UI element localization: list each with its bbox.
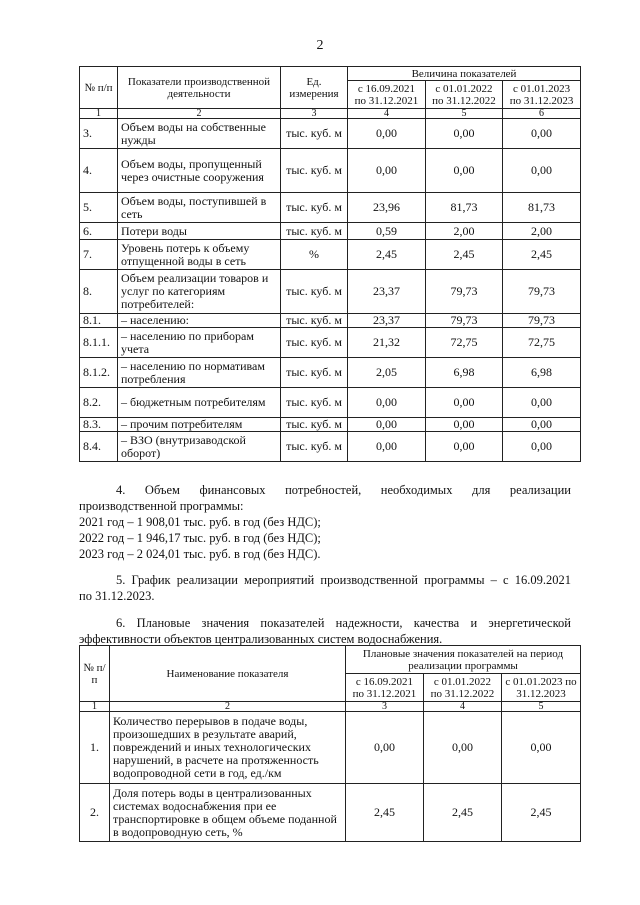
row-value-2021: 0,00 bbox=[348, 149, 426, 193]
row-value-2022: 0,00 bbox=[426, 418, 503, 432]
funding-2022: 2022 год – 1 946,17 тыс. руб. в год (без НДС); bbox=[79, 531, 321, 545]
section-4-heading: 4. Объем финансовых потребностей, необходимых для реализации bbox=[116, 483, 571, 497]
row-indicator-name: Объем воды на собственные нужды bbox=[118, 119, 281, 149]
row-value-2021: 0,59 bbox=[348, 223, 426, 240]
row-unit: тыс. куб. м bbox=[281, 358, 348, 388]
row-value-2023: 0,00 bbox=[503, 418, 581, 432]
row-number: 8.3. bbox=[80, 418, 118, 432]
row-number: 8.1. bbox=[80, 314, 118, 328]
section-5-text: 5. График реализации мероприятий производственной программы – с 16.09.2021 bbox=[116, 573, 571, 587]
header-unit: Ед. измерения bbox=[281, 67, 348, 109]
row-value-2021: 0,00 bbox=[346, 712, 424, 784]
header-period: с 16.09.2021 по 31.12.2021 bbox=[346, 674, 424, 702]
section-4-heading-cont: производственной программы: bbox=[79, 499, 244, 513]
row-indicator-name: Потери воды bbox=[118, 223, 281, 240]
section-5-text-cont: по 31.12.2023. bbox=[79, 589, 155, 603]
table-row bbox=[80, 712, 581, 784]
column-index: 4 bbox=[424, 702, 502, 712]
row-value-2022: 0,00 bbox=[426, 388, 503, 418]
row-number: 4. bbox=[80, 149, 118, 193]
row-value-2023: 79,73 bbox=[503, 314, 581, 328]
row-value-2023: 79,73 bbox=[503, 270, 581, 314]
column-index: 3 bbox=[346, 702, 424, 712]
table-row bbox=[80, 193, 581, 223]
header-period: с 01.01.2023 по 31.12.2023 bbox=[502, 674, 581, 702]
funding-2021: 2021 год – 1 908,01 тыс. руб. в год (без НДС); bbox=[79, 515, 321, 529]
row-value-2022: 0,00 bbox=[426, 149, 503, 193]
row-value-2023: 0,00 bbox=[503, 119, 581, 149]
row-value-2022: 81,73 bbox=[426, 193, 503, 223]
row-value-2022: 79,73 bbox=[426, 314, 503, 328]
row-value-2022: 2,45 bbox=[424, 784, 502, 842]
table-row bbox=[80, 328, 581, 358]
row-unit: тыс. куб. м bbox=[281, 328, 348, 358]
column-index: 5 bbox=[426, 109, 503, 119]
row-value-2022: 0,00 bbox=[424, 712, 502, 784]
row-unit: тыс. куб. м bbox=[281, 388, 348, 418]
header-indicator: Наименование показателя bbox=[110, 646, 346, 702]
row-number: 8. bbox=[80, 270, 118, 314]
row-indicator-name: – населению по приборам учета bbox=[118, 328, 281, 358]
row-indicator-name: Объем воды, пропущенный через очистные сооружения bbox=[118, 149, 281, 193]
row-value-2022: 2,00 bbox=[426, 223, 503, 240]
row-number: 8.4. bbox=[80, 432, 118, 462]
table-row bbox=[80, 418, 581, 432]
row-indicator-name: Объем воды, поступившей в сеть bbox=[118, 193, 281, 223]
row-indicator-name: Уровень потерь к объему отпущенной воды в сеть bbox=[118, 240, 281, 270]
row-value-2021: 23,37 bbox=[348, 270, 426, 314]
reliability-indicators-table bbox=[79, 645, 581, 842]
row-value-2021: 2,45 bbox=[348, 240, 426, 270]
row-value-2021: 0,00 bbox=[348, 119, 426, 149]
row-indicator-name: – ВЗО (внутризаводской оборот) bbox=[118, 432, 281, 462]
row-value-2022: 0,00 bbox=[426, 119, 503, 149]
section-6-heading: 6. Плановые значения показателей надежности, качества и энергетической bbox=[116, 616, 571, 630]
row-value-2021: 21,32 bbox=[348, 328, 426, 358]
table-row bbox=[80, 119, 581, 149]
row-value-2021: 23,37 bbox=[348, 314, 426, 328]
row-value-2023: 6,98 bbox=[503, 358, 581, 388]
row-indicator-name: Объем реализации товаров и услуг по категориям потребителей: bbox=[118, 270, 281, 314]
row-value-2021: 0,00 bbox=[348, 432, 426, 462]
row-unit: тыс. куб. м bbox=[281, 432, 348, 462]
row-indicator-name: Количество перерывов в подаче воды, произошедших в результате аварий, повреждений и иных технологических нарушений, в расчете на протяженность водопроводной сети в год, ед./км bbox=[110, 712, 346, 784]
row-indicator-name: – населению: bbox=[118, 314, 281, 328]
row-indicator-name: – прочим потребителям bbox=[118, 418, 281, 432]
row-number: 8.1.2. bbox=[80, 358, 118, 388]
column-index: 2 bbox=[118, 109, 281, 119]
row-number: 1. bbox=[80, 712, 110, 784]
table-row bbox=[80, 223, 581, 240]
column-index: 2 bbox=[110, 702, 346, 712]
header-period: с 01.01.2023 по 31.12.2023 bbox=[503, 81, 581, 109]
row-value-2023: 2,00 bbox=[503, 223, 581, 240]
header-period: с 16.09.2021 по 31.12.2021 bbox=[348, 81, 426, 109]
table-body bbox=[80, 119, 581, 462]
row-value-2022: 0,00 bbox=[426, 432, 503, 462]
row-value-2023: 0,00 bbox=[502, 712, 581, 784]
table-row bbox=[80, 358, 581, 388]
row-value-2021: 2,45 bbox=[346, 784, 424, 842]
table-body bbox=[80, 712, 581, 842]
row-unit: тыс. куб. м bbox=[281, 418, 348, 432]
row-value-2023: 0,00 bbox=[503, 149, 581, 193]
row-value-2023: 72,75 bbox=[503, 328, 581, 358]
row-indicator-name: – бюджетным потребителям bbox=[118, 388, 281, 418]
funding-2023: 2023 год – 2 024,01 тыс. руб. в год (без НДС). bbox=[79, 547, 321, 561]
row-value-2022: 2,45 bbox=[426, 240, 503, 270]
table-row bbox=[80, 314, 581, 328]
row-value-2023: 2,45 bbox=[502, 784, 581, 842]
header-num: № п/п bbox=[80, 646, 110, 702]
table-row bbox=[80, 432, 581, 462]
row-unit: тыс. куб. м bbox=[281, 270, 348, 314]
row-unit: тыс. куб. м bbox=[281, 119, 348, 149]
column-index: 3 bbox=[281, 109, 348, 119]
row-number: 8.2. bbox=[80, 388, 118, 418]
row-value-2022: 6,98 bbox=[426, 358, 503, 388]
row-value-2021: 2,05 bbox=[348, 358, 426, 388]
table-row bbox=[80, 240, 581, 270]
row-number: 8.1.1. bbox=[80, 328, 118, 358]
header-num: № п/п bbox=[80, 67, 118, 109]
row-number: 6. bbox=[80, 223, 118, 240]
row-value-2021: 0,00 bbox=[348, 418, 426, 432]
header-value-group: Величина показателей bbox=[348, 67, 581, 81]
row-value-2022: 72,75 bbox=[426, 328, 503, 358]
row-number: 3. bbox=[80, 119, 118, 149]
row-unit: % bbox=[281, 240, 348, 270]
row-unit: тыс. куб. м bbox=[281, 314, 348, 328]
row-indicator-name: – населению по нормативам потребления bbox=[118, 358, 281, 388]
header-indicator: Показатели производственной деятельности bbox=[118, 67, 281, 109]
row-value-2023: 0,00 bbox=[503, 388, 581, 418]
row-value-2021: 23,96 bbox=[348, 193, 426, 223]
row-value-2023: 2,45 bbox=[503, 240, 581, 270]
header-value-group: Плановые значения показателей на период реализации программы bbox=[346, 646, 581, 674]
row-unit: тыс. куб. м bbox=[281, 223, 348, 240]
column-index: 1 bbox=[80, 702, 110, 712]
table-row bbox=[80, 270, 581, 314]
section-6-heading-cont: эффективности объектов централизованных систем водоснабжения. bbox=[79, 632, 443, 646]
page-number: 2 bbox=[316, 38, 324, 53]
row-unit: тыс. куб. м bbox=[281, 193, 348, 223]
row-number: 7. bbox=[80, 240, 118, 270]
row-value-2022: 79,73 bbox=[426, 270, 503, 314]
column-index: 6 bbox=[503, 109, 581, 119]
header-period: с 01.01.2022 по 31.12.2022 bbox=[426, 81, 503, 109]
table-row bbox=[80, 149, 581, 193]
row-number: 2. bbox=[80, 784, 110, 842]
row-number: 5. bbox=[80, 193, 118, 223]
table-row bbox=[80, 784, 581, 842]
column-index: 5 bbox=[502, 702, 581, 712]
row-value-2023: 81,73 bbox=[503, 193, 581, 223]
table-row bbox=[80, 388, 581, 418]
row-unit: тыс. куб. м bbox=[281, 149, 348, 193]
header-period: с 01.01.2022 по 31.12.2022 bbox=[424, 674, 502, 702]
production-indicators-table bbox=[79, 66, 581, 462]
row-indicator-name: Доля потерь воды в централизованных системах водоснабжения при ее транспортировке в общем объеме поданной в водопроводную сеть, % bbox=[110, 784, 346, 842]
column-index: 4 bbox=[348, 109, 426, 119]
row-value-2021: 0,00 bbox=[348, 388, 426, 418]
row-value-2023: 0,00 bbox=[503, 432, 581, 462]
column-index: 1 bbox=[80, 109, 118, 119]
